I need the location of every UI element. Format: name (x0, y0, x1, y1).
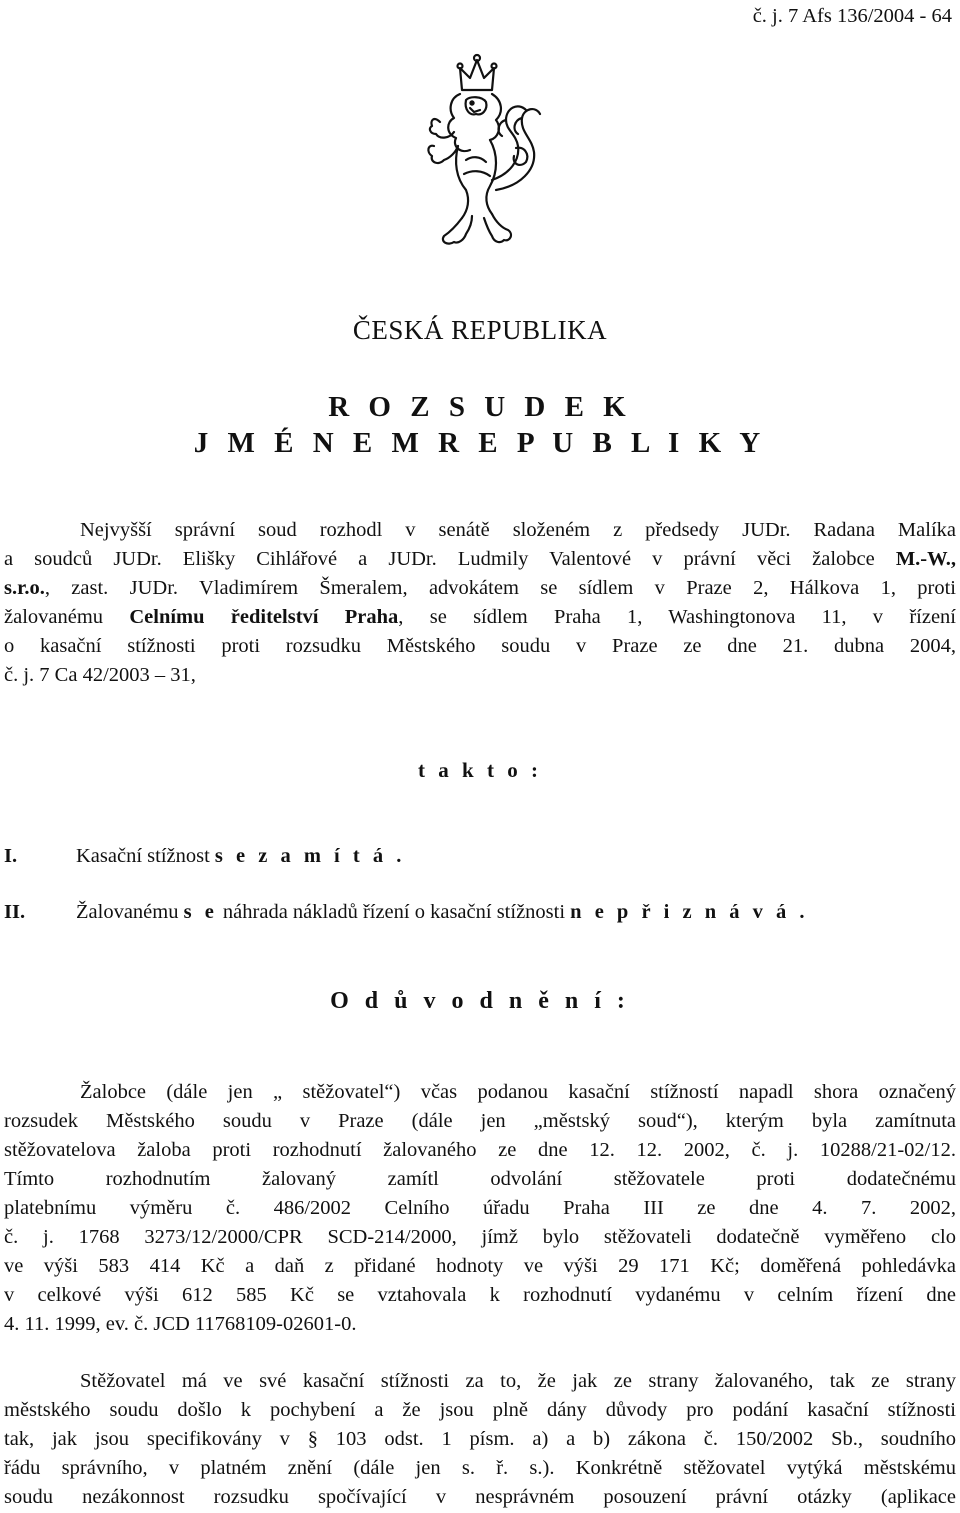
reasoning1-line: platebnímu výměru č. 486/2002 Celního úřadu Praha III ze dne 4. 7. 2002, (4, 1197, 956, 1219)
verdict-se: s e (183, 901, 218, 923)
judgment-title: R O Z S U D E K (328, 391, 632, 423)
intro-text-5: o kasační stížnosti proti rozsudku Městského soudu v Praze ze dne 21. dubna 2004, (4, 635, 956, 657)
intro-text-4: žalovanému (4, 606, 130, 628)
intro-line-5 (4, 632, 956, 661)
intro-line-3 (4, 574, 956, 603)
intro-line-2 (4, 545, 956, 574)
reasoning2-line: Stěžovatel má ve své kasační stížnosti za to, že jak ze strany žalovaného, tak ze strany (80, 1370, 956, 1392)
reasoning2-line: tak, jak jsou specifikovány v § 103 odst. 1 písm. a) a b) zákona č. 150/2002 Sb., soudního (4, 1428, 956, 1450)
case-reference: č. j. 7 Afs 136/2004 - 64 (752, 5, 952, 27)
verdict-item-1 (4, 842, 405, 871)
judgment-subtitle: J M É N E M R E P U B L I K Y (193, 427, 767, 459)
reasoning1-line: Tímto rozhodnutím žalovaný zamítl odvolání stěžovatele proti dodatečnému (4, 1168, 956, 1190)
takto-heading: t a k t o : (418, 758, 542, 782)
verdict-item-2 (4, 898, 809, 927)
intro-text-6: č. j. 7 Ca 42/2003 – 31, (4, 664, 196, 686)
verdict-text-1: Kasační stížnost (76, 845, 215, 867)
reasoning-paragraph-2 (4, 1367, 956, 1512)
state-name: ČESKÁ REPUBLIKA (352, 315, 608, 345)
reasoning1-line: v celkové výši 612 585 Kč se vztahovala k rozhodnutí vydanému v celním řízení dne (4, 1284, 956, 1306)
reasoning-paragraph-1 (4, 1078, 956, 1339)
reasoning2-line: městského soudu došlo k pochybení a že jsou plně dány důvody pro podání kasační stížnosti (4, 1399, 956, 1421)
verdict-text-2a: Žalovanému (76, 901, 184, 923)
verdict-decision-2: n e p ř i z n á v á . (570, 901, 809, 923)
defendant-name: Celnímu ředitelství Praha (129, 606, 399, 628)
reasoning1-line: rozsudek Městského soudu v Praze (dále jen „městský soud“), kterým byla zamítnuta (4, 1110, 956, 1132)
intro-line-6 (4, 661, 956, 690)
czech-lion-coat-of-arms-icon (410, 50, 555, 255)
intro-paragraph (4, 516, 956, 690)
reasoning2-line: soudu nezákonnost rozsudku spočívající v nesprávném posouzení právní otázky (aplikace (4, 1486, 956, 1508)
verdict-number-2: II. (4, 901, 26, 923)
intro-text-4b: , se sídlem Praha 1, Washingtonova 11, v řízení (398, 606, 956, 628)
plaintiff-company-form: s.r.o. (4, 577, 45, 599)
verdict-decision-1: s e z a m í t á . (214, 845, 406, 867)
reasoning2-line: řádu správního, v platném znění (dále jen s. ř. s.). Konkrétně stěžovatel vytýká městskému (4, 1457, 956, 1479)
intro-text-3: , zast. JUDr. Vladimírem Šmeralem, advokátem se sídlem v Praze 2, Hálkova 1, proti (44, 577, 956, 599)
intro-line-4 (4, 603, 956, 632)
plaintiff-name: M.-W., (895, 548, 956, 570)
reasoning1-line: ve výši 583 414 Kč a daň z přidané hodnoty ve výši 29 171 Kč; doměřená pohledávka (4, 1255, 956, 1277)
intro-text-2: a soudců JUDr. Elišky Cihlářové a JUDr. Ludmily Valentové v právní věci žalobce (4, 548, 896, 570)
verdict-text-2b: náhrada nákladů řízení o kasační stížnosti (217, 901, 571, 923)
reasoning1-line: 4. 11. 1999, ev. č. JCD 11768109-02601-0. (4, 1313, 357, 1335)
intro-text-1: Nejvyšší správní soud rozhodl v senátě složeném z předsedy JUDr. Radana Malíka (80, 519, 956, 541)
verdict-number-1: I. (4, 845, 18, 867)
reasoning1-line: Žalobce (dále jen „ stěžovatel“) včas podanou kasační stížností napadl shora označený (80, 1081, 956, 1103)
reasoning1-line: č. j. 1768 3273/12/2000/CPR SCD-214/2000, jímž bylo stěžovateli dodatečně vyměřeno clo (4, 1226, 956, 1248)
reasoning1-line: stěžovatelova žaloba proti rozhodnutí žalovaného ze dne 12. 12. 2002, č. j. 10288/21-02/12. (4, 1139, 956, 1161)
reasoning-heading: O d ů v o d n ě n í : (330, 988, 630, 1014)
intro-line-1 (4, 516, 956, 545)
